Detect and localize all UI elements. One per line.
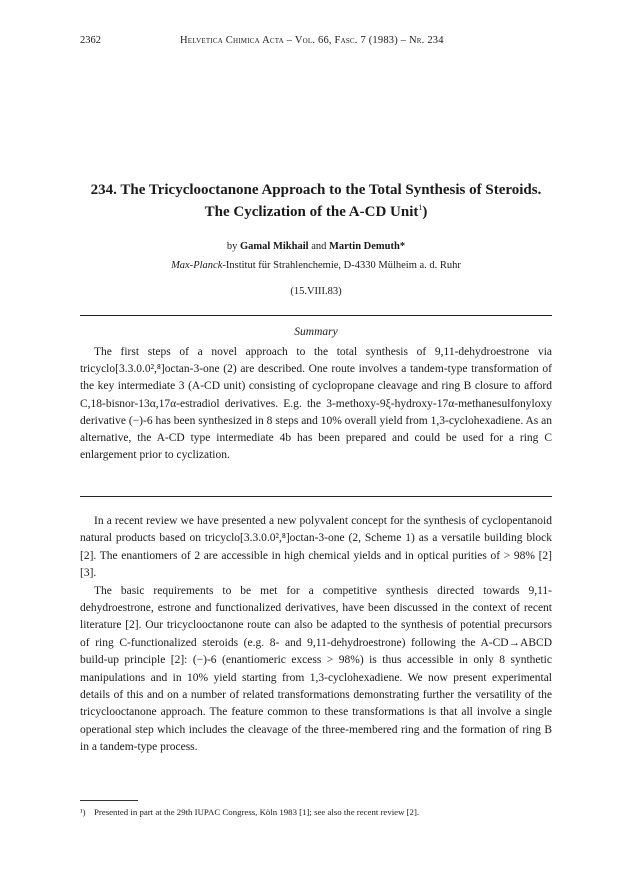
page-number: 2362 xyxy=(80,35,101,46)
running-head xyxy=(80,35,552,49)
footnote-text: Presented in part at the 29th IUPAC Congress, Köln 1983 [1]; see also the recent review [2]. xyxy=(94,807,420,817)
affiliation-address: -Institut für Strahlenchemie, D-4330 Mülheim a. d. Ruhr xyxy=(222,260,461,271)
journal-citation: Helvetica Chimica Acta – Vol. 66, Fasc. 7 (1983) – Nr. 234 xyxy=(180,35,444,46)
summary-top-rule xyxy=(80,315,552,316)
title-block xyxy=(80,182,552,297)
body-paragraph-1: In a recent review we have presented a new polyvalent concept for the synthesis of cyclopentanoid natural products based on tricyclo[3.3.0.0²,⁸]octan-3-one (2, Scheme 1) as a versatile building block [2]. The enantiomers of 2 are accessible in high chemical yields and in optical purities of > 98% [2] [3]. xyxy=(80,515,552,580)
title-footnote-mark: 1 xyxy=(418,203,423,212)
byline-prefix: by xyxy=(226,241,238,252)
footnote-rule xyxy=(80,800,138,801)
received-date: (15.VIII.83) xyxy=(290,286,342,297)
body-paragraph-2: The basic requirements to be met for a competitive synthesis directed towards 9,11-dehydroestrone, estrone and functionalized derivatives, have been discussed in the context of recent literature [2]. Our tricyclooctanone route can also be adapted to the synthesis of potential precursors of ring C-functionalized steroids (e.g. 8- and 9,11-dehydroestrone) following the A-CD→ABCD build-up principle [2]: (−)-6 (enantiomeric excess > 98%) is thus accessible in only 8 synthetic manipulations and in 10% yield starting from 1,3-cyclohexadiene. We now present experimental details of this and on a number of related transformations demonstrating further the versatility of the tricyclooctanone approach. The feature common to these transformations is that all involve a single operational step which includes the cleavage of the three-membered ring and the formation of ring B in a tandem-type process. xyxy=(80,584,552,754)
title-line-1: 234. The Tricyclooctanone Approach to the Total Synthesis of Steroids. xyxy=(90,182,542,198)
summary-heading: Summary xyxy=(294,326,338,338)
footnote-mark: ¹) xyxy=(80,807,86,817)
summary-text: The first steps of a novel approach to the total synthesis of 9,11-dehydroestrone via tricyclo[3.3.0.0²,⁸]octan-3-one (2) are described. One route involves a tandem-type transformation of the key intermediate 3 (A-CD unit) consisting of cyclopropane cleavage and ring B closure to afford C,18-bisnor-13α,17α-estradiol derivatives. E.g. the 3-methoxy-9ξ-hydroxy-17α-methanesulfonyloxy derivative (−)-6 has been synthesized in 8 steps and 10% overall yield from 1,3-cyclohexadiene. As an alternative, the A-CD type intermediate 4b has been prepared and could be used for a ring C enlargement prior to cyclization. xyxy=(80,346,552,462)
footnote xyxy=(80,807,552,818)
author-2: Martin Demuth* xyxy=(328,241,406,252)
summary-bottom-rule xyxy=(80,496,552,497)
title-line-2: The Cyclization of the A-CD Unit xyxy=(204,204,419,220)
byline xyxy=(80,241,552,252)
affiliation xyxy=(80,260,552,271)
affiliation-institute: Max-Planck xyxy=(171,260,223,271)
byline-and: and xyxy=(311,241,327,252)
author-1: Gamal Mikhail xyxy=(240,241,309,252)
body-text xyxy=(80,513,552,757)
article-title: 234. The Tricyclooctanone Approach to the Total Synthesis of Steroids. The Cyclization of the A-CD Unit$^1$) xyxy=(90,182,542,220)
